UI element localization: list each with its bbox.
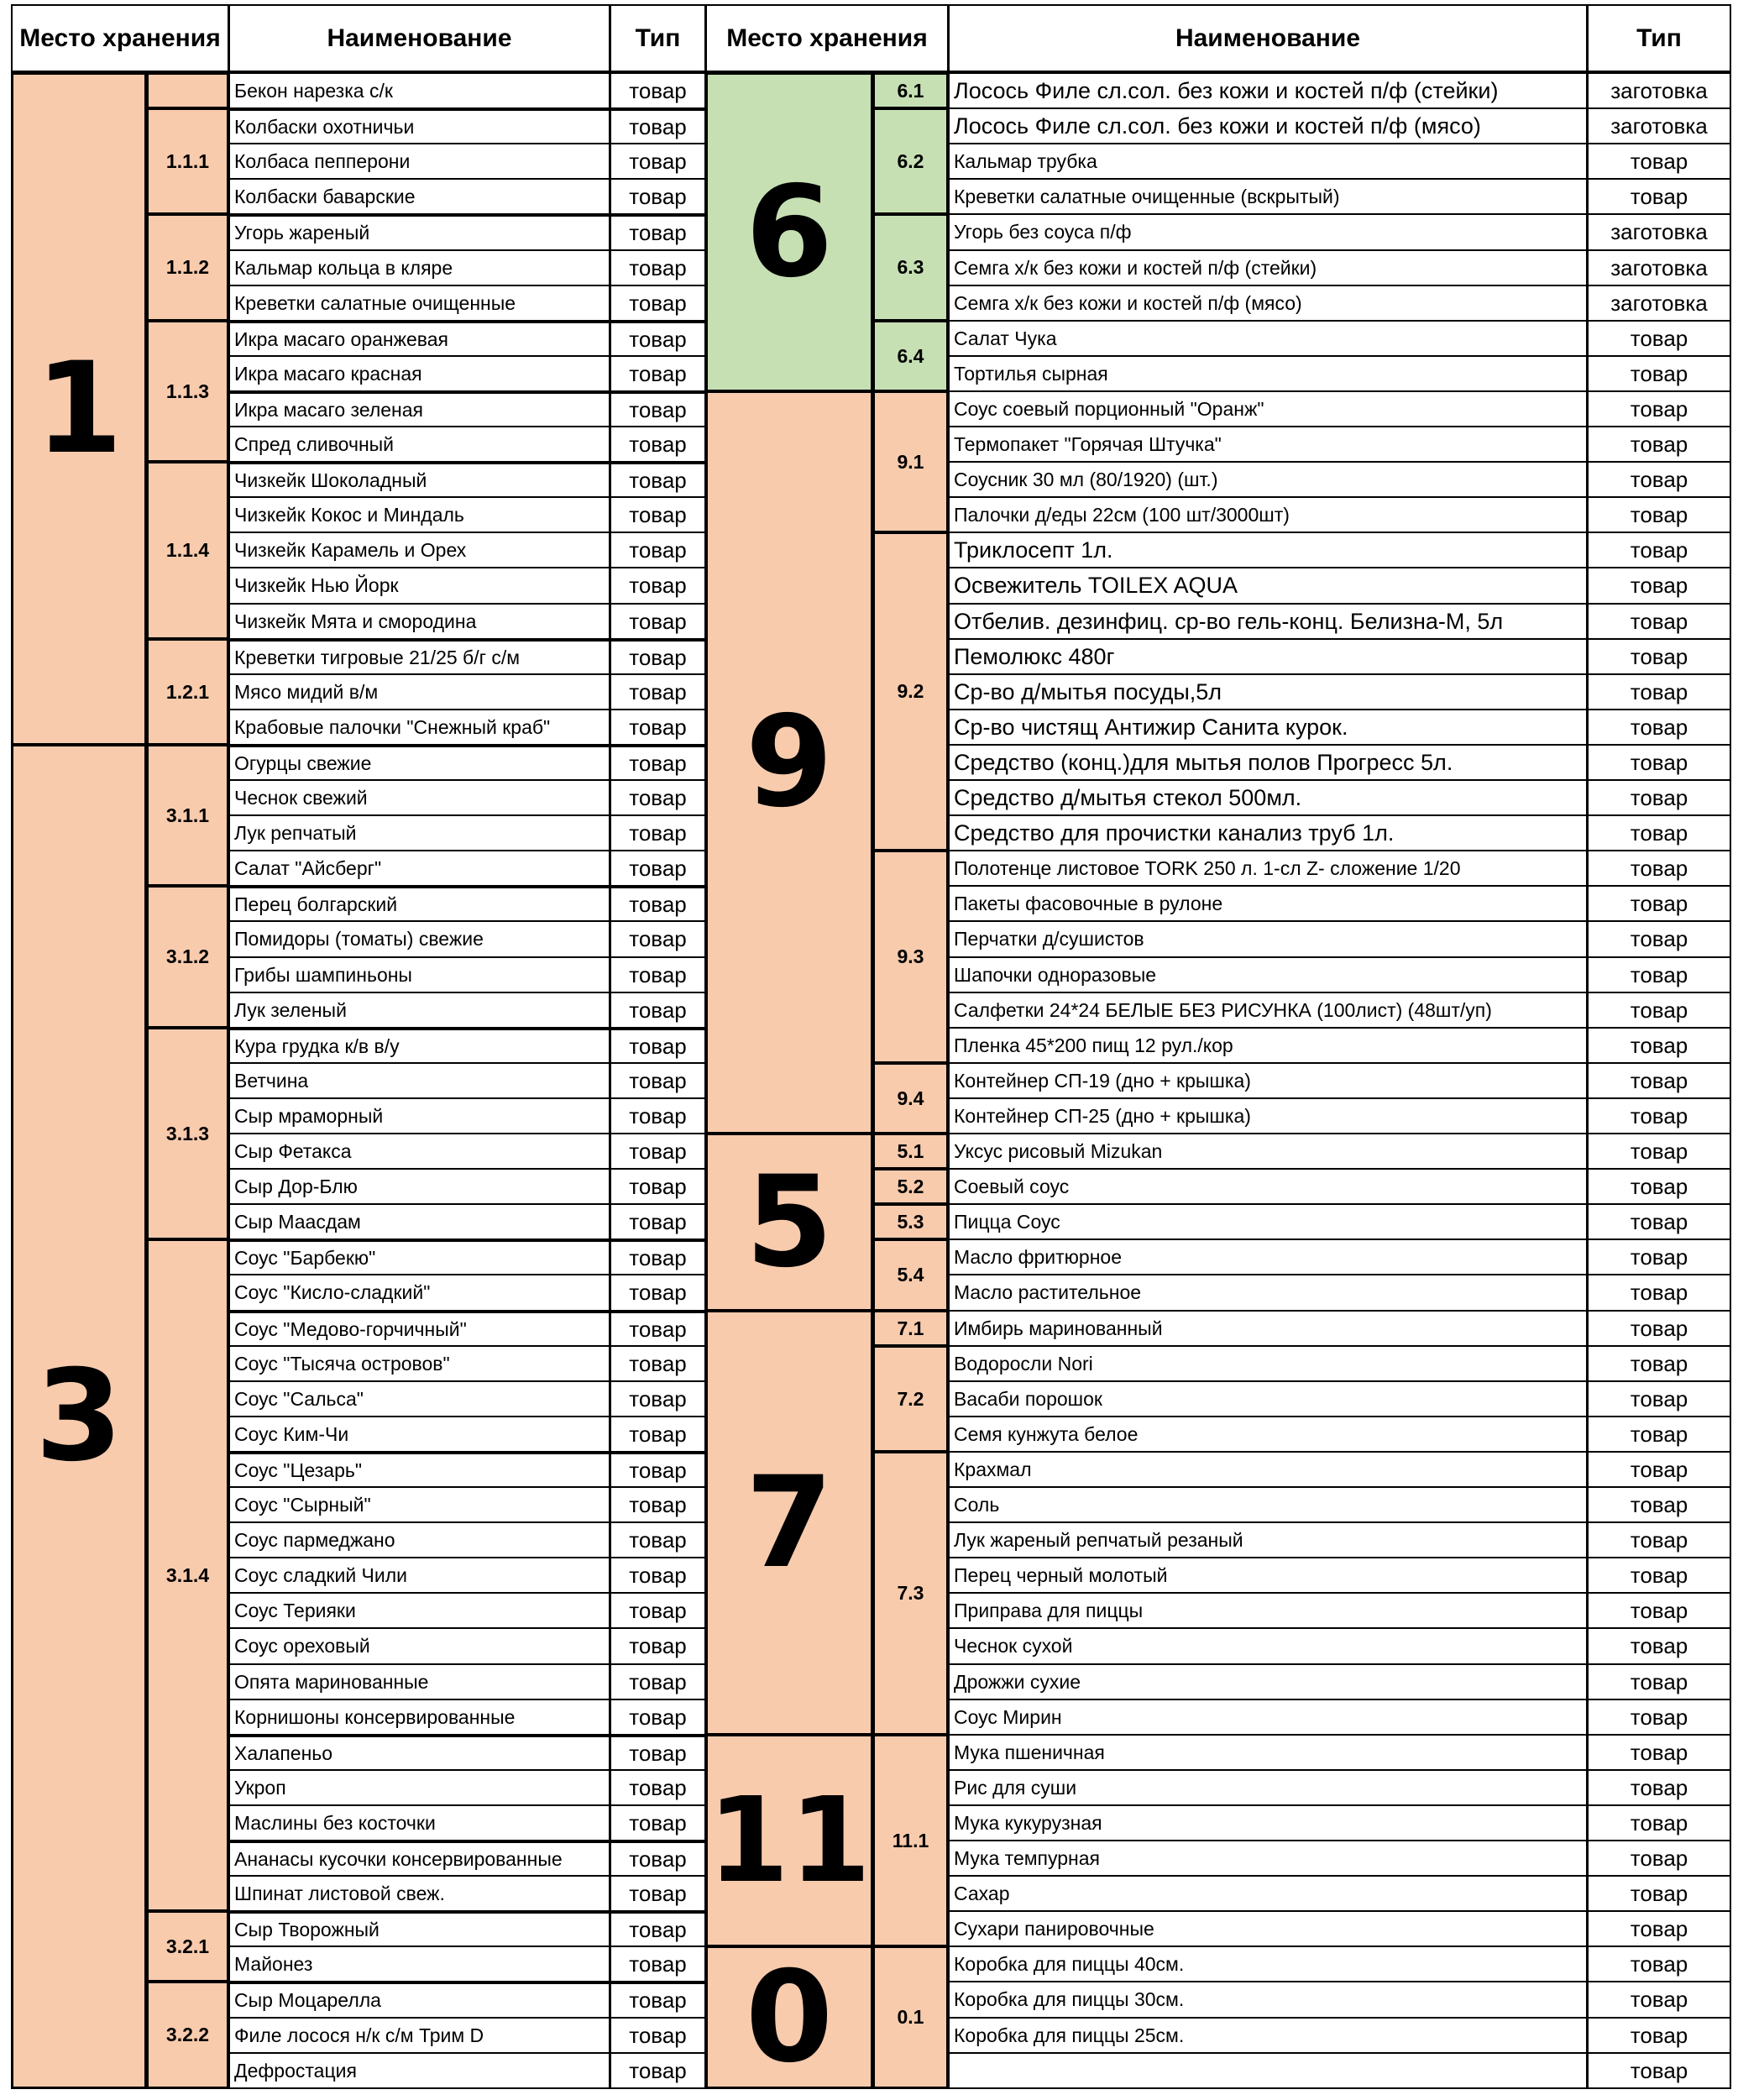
item-type: товар	[610, 426, 706, 463]
item-type: товар	[1587, 1274, 1731, 1312]
zone-left-3: 3	[11, 744, 147, 2089]
item-name: Соус Терияки	[228, 1592, 610, 1629]
item-type: товар	[610, 885, 706, 922]
item-type: товар	[1587, 532, 1731, 568]
item-type: товар	[610, 390, 706, 427]
item-type: товар	[610, 814, 706, 851]
item-type: заготовка	[1587, 249, 1731, 286]
header-name-right: Наименование	[948, 4, 1588, 72]
item-name: Соус "Кисло-сладкий"	[228, 1274, 610, 1312]
item-type: товар	[610, 744, 706, 781]
item-type: товар	[610, 1557, 706, 1594]
subzone-left-3.1.4: 3.1.4	[146, 1239, 229, 1912]
item-type: товар	[1587, 779, 1731, 816]
item-name: Соус Мирин	[948, 1699, 1588, 1736]
item-name: Креветки салатные очищенные	[228, 285, 610, 322]
subzone-right-7.1: 7.1	[872, 1310, 949, 1347]
item-name: Лосось Филе сл.сол. без кожи и костей п/ф (стейки)	[948, 72, 1588, 109]
item-name: Тортилья сырная	[948, 355, 1588, 392]
subzone-left-1.1.4: 1.1.4	[146, 461, 229, 640]
item-name: Икра масаго зеленая	[228, 390, 610, 427]
item-name: Масло растительное	[948, 1274, 1588, 1312]
item-type: товар	[1587, 143, 1731, 180]
item-type: товар	[610, 992, 706, 1029]
item-name: Пицца Соус	[948, 1203, 1588, 1240]
item-name: Икра масаго оранжевая	[228, 320, 610, 357]
item-type: товар	[1587, 2017, 1731, 2054]
item-type: товар	[610, 1627, 706, 1665]
item-name: Чеснок сухой	[948, 1627, 1588, 1665]
item-type: товар	[1587, 461, 1731, 498]
subzone-right-7.3: 7.3	[872, 1451, 949, 1736]
item-type: товар	[1587, 709, 1731, 746]
item-type: товар	[610, 1663, 706, 1700]
item-type: товар	[610, 1380, 706, 1417]
subzone-right-6.1: 6.1	[872, 72, 949, 109]
item-name: Соль	[948, 1486, 1588, 1523]
item-type: товар	[610, 1946, 706, 1982]
item-name: Термопакет "Горячая Штучка"	[948, 426, 1588, 463]
item-name: Соус "Медово-горчичный"	[228, 1310, 610, 1347]
item-name: Полотенце листовое TORK 250 л. 1-сл Z- сложение 1/20	[948, 850, 1588, 887]
item-name: Триклосепт 1л.	[948, 532, 1588, 568]
item-type: товар	[610, 1027, 706, 1064]
item-name: Соевый соус	[948, 1168, 1588, 1205]
subzone-right-5.2: 5.2	[872, 1168, 949, 1205]
item-type: товар	[1587, 1062, 1731, 1099]
item-name: Соус Ким-Чи	[228, 1416, 610, 1453]
item-name: Мясо мидий в/м	[228, 673, 610, 710]
item-name: Лосось Филе сл.сол. без кожи и костей п/ф (мясо)	[948, 107, 1588, 144]
item-type: товар	[610, 2017, 706, 2054]
item-type: товар	[1587, 814, 1731, 851]
header-type-left: Тип	[610, 4, 706, 72]
subzone-left-1.1.1: 1.1.1	[146, 107, 229, 215]
item-type: товар	[1587, 1380, 1731, 1417]
item-type: товар	[610, 1910, 706, 1947]
item-type: товар	[610, 2052, 706, 2089]
subzone-left-1.1.3: 1.1.3	[146, 320, 229, 463]
item-name: Васаби порошок	[948, 1380, 1588, 1417]
item-name: Салат Чука	[948, 320, 1588, 357]
subzone-right-9.2: 9.2	[872, 532, 949, 851]
item-name: Пакеты фасовочные в рулоне	[948, 885, 1588, 922]
item-name: Средство (конц.)для мытья полов Прогресс 5л.	[948, 744, 1588, 781]
subzone-left-3.2.1: 3.2.1	[146, 1910, 229, 1982]
item-type: товар	[1587, 1804, 1731, 1841]
item-name: Перец черный молотый	[948, 1557, 1588, 1594]
item-type: товар	[1587, 956, 1731, 993]
item-type: товар	[610, 1734, 706, 1771]
subzone-left-blank	[146, 72, 229, 109]
item-type: заготовка	[1587, 72, 1731, 109]
item-name: Крабовые палочки "Снежный краб"	[228, 709, 610, 746]
item-name: Кальмар трубка	[948, 143, 1588, 180]
item-name: Рис для суши	[948, 1769, 1588, 1806]
item-type: товар	[610, 72, 706, 109]
item-name: Масло фритюрное	[948, 1239, 1588, 1275]
item-name: Приправа для пиццы	[948, 1592, 1588, 1629]
item-type: товар	[610, 1521, 706, 1558]
subzone-left-1.2.1: 1.2.1	[146, 638, 229, 746]
item-name: Соус "Сальса"	[228, 1380, 610, 1417]
item-name: Опята маринованные	[228, 1663, 610, 1700]
item-name: Сыр Маасдам	[228, 1203, 610, 1240]
subzone-right-5.3: 5.3	[872, 1203, 949, 1240]
item-name: Семга х/к без кожи и костей п/ф (стейки)	[948, 249, 1588, 286]
subzone-right-5.4: 5.4	[872, 1239, 949, 1312]
item-name: Пленка 45*200 пищ 12 рул./кор	[948, 1027, 1588, 1064]
item-name: Икра масаго красная	[228, 355, 610, 392]
item-name: Соус "Тысяча островов"	[228, 1345, 610, 1382]
item-type: товар	[610, 1769, 706, 1806]
item-name: Пемолюкс 480г	[948, 638, 1588, 675]
item-type: товар	[1587, 426, 1731, 463]
item-name: Креветки салатные очищенные (вскрытый)	[948, 178, 1588, 215]
item-name: Сыр мраморный	[228, 1097, 610, 1134]
item-type: товар	[610, 1416, 706, 1453]
item-type: товар	[1587, 1486, 1731, 1523]
item-type: товар	[1587, 1769, 1731, 1806]
item-type: товар	[1587, 2052, 1731, 2089]
item-type: товар	[610, 1840, 706, 1877]
item-name: Перчатки д/сушистов	[948, 920, 1588, 958]
header-name-left: Наименование	[228, 4, 610, 72]
item-type: товар	[610, 1133, 706, 1170]
subzone-right-9.4: 9.4	[872, 1062, 949, 1134]
item-name: Коробка для пиццы 30см.	[948, 1981, 1588, 2019]
item-type: товар	[1587, 603, 1731, 640]
item-name: Лук репчатый	[228, 814, 610, 851]
item-type: товар	[610, 850, 706, 887]
item-name: Лук жареный репчатый резаный	[948, 1521, 1588, 1558]
item-type: товар	[1587, 1203, 1731, 1240]
item-type: товар	[610, 107, 706, 144]
item-name: Уксус рисовый Mizukan	[948, 1133, 1588, 1170]
item-name: Чизкейк Мята и смородина	[228, 603, 610, 640]
item-name: Шпинат листовой свеж.	[228, 1875, 610, 1912]
subzone-right-5.1: 5.1	[872, 1133, 949, 1170]
item-type: товар	[1587, 1875, 1731, 1912]
item-name: Ср-во д/мытья посуды,5л	[948, 673, 1588, 710]
item-name: Сыр Моцарелла	[228, 1981, 610, 2019]
item-type: товар	[610, 143, 706, 180]
item-type: товар	[610, 249, 706, 286]
item-type: товар	[1587, 1946, 1731, 1982]
item-type: товар	[610, 956, 706, 993]
subzone-left-3.2.2: 3.2.2	[146, 1981, 229, 2089]
item-type: товар	[610, 213, 706, 251]
item-type: товар	[610, 1239, 706, 1275]
item-type: товар	[1587, 1168, 1731, 1205]
zone-right-7: 7	[705, 1310, 873, 1736]
item-name: Соус соевый порционный "Оранж"	[948, 390, 1588, 427]
item-type: товар	[1587, 1910, 1731, 1947]
item-type: товар	[1587, 567, 1731, 605]
item-type: товар	[1587, 992, 1731, 1029]
item-name: Чизкейк Нью Йорк	[228, 567, 610, 605]
zone-left-1: 1	[11, 72, 147, 746]
item-type: товар	[1587, 1097, 1731, 1134]
item-name: Соус "Цезарь"	[228, 1451, 610, 1488]
item-name: Маслины без косточки	[228, 1804, 610, 1841]
item-name: Колбаски охотничьи	[228, 107, 610, 144]
item-name: Креветки тигровые 21/25 б/г с/м	[228, 638, 610, 675]
item-name: Водоросли Nori	[948, 1345, 1588, 1382]
item-type: товар	[610, 1592, 706, 1629]
item-name: Соус "Барбекю"	[228, 1239, 610, 1275]
item-name: Угорь жареный	[228, 213, 610, 251]
item-type: товар	[1587, 1310, 1731, 1347]
item-name: Помидоры (томаты) свежие	[228, 920, 610, 958]
item-type: товар	[1587, 1627, 1731, 1665]
item-name: Спред сливочный	[228, 426, 610, 463]
item-name: Крахмал	[948, 1451, 1588, 1488]
item-name: Филе лосося н/к с/м Трим D	[228, 2017, 610, 2054]
item-type: товар	[610, 1981, 706, 2019]
subzone-right-0.1: 0.1	[872, 1946, 949, 2089]
item-type: товар	[610, 320, 706, 357]
subzone-left-3.1.3: 3.1.3	[146, 1027, 229, 1240]
item-type: товар	[610, 638, 706, 675]
item-type: заготовка	[1587, 213, 1731, 251]
subzone-right-7.2: 7.2	[872, 1345, 949, 1453]
item-name: Сахар	[948, 1875, 1588, 1912]
item-type: товар	[1587, 744, 1731, 781]
item-type: товар	[1587, 850, 1731, 887]
item-type: товар	[1587, 1521, 1731, 1558]
zone-right-11: 11	[705, 1734, 873, 1947]
item-type: товар	[610, 709, 706, 746]
item-type: товар	[610, 461, 706, 498]
item-type: товар	[610, 1097, 706, 1134]
item-type: товар	[610, 673, 706, 710]
subzone-left-3.1.1: 3.1.1	[146, 744, 229, 887]
item-type: товар	[1587, 390, 1731, 427]
item-name: Коробка для пиццы 40см.	[948, 1946, 1588, 1982]
subzone-right-6.4: 6.4	[872, 320, 949, 392]
item-name	[948, 2052, 1588, 2089]
item-type: товар	[610, 1486, 706, 1523]
item-name: Сыр Творожный	[228, 1910, 610, 1947]
item-type: товар	[1587, 320, 1731, 357]
zone-right-0: 0	[705, 1946, 873, 2089]
item-name: Дефростация	[228, 2052, 610, 2089]
item-name: Дрожжи сухие	[948, 1663, 1588, 1700]
item-type: товар	[610, 285, 706, 322]
item-name: Контейнер СП-25 (дно + крышка)	[948, 1097, 1588, 1134]
item-name: Мука пшеничная	[948, 1734, 1588, 1771]
item-name: Чеснок свежий	[228, 779, 610, 816]
item-name: Ананасы кусочки консервированные	[228, 1840, 610, 1877]
item-type: товар	[610, 1310, 706, 1347]
header-type-right: Тип	[1587, 4, 1731, 72]
item-type: товар	[610, 603, 706, 640]
item-name: Имбирь маринованный	[948, 1310, 1588, 1347]
item-type: товар	[1587, 1416, 1731, 1453]
item-type: товар	[610, 1345, 706, 1382]
item-name: Чизкейк Карамель и Орех	[228, 532, 610, 568]
item-name: Сухари панировочные	[948, 1910, 1588, 1947]
item-type: товар	[610, 1274, 706, 1312]
item-name: Корнишоны консервированные	[228, 1699, 610, 1736]
item-type: товар	[1587, 1133, 1731, 1170]
item-type: товар	[610, 1804, 706, 1841]
item-type: товар	[610, 496, 706, 533]
item-name: Сыр Фетакса	[228, 1133, 610, 1170]
item-type: товар	[1587, 885, 1731, 922]
item-type: товар	[610, 355, 706, 392]
item-name: Майонез	[228, 1946, 610, 1982]
item-name: Перец болгарский	[228, 885, 610, 922]
subzone-left-3.1.2: 3.1.2	[146, 885, 229, 1029]
header-storage-place-left: Место хранения	[11, 4, 229, 72]
item-name: Салат "Айсберг"	[228, 850, 610, 887]
item-name: Сыр Дор-Блю	[228, 1168, 610, 1205]
item-type: товар	[1587, 1557, 1731, 1594]
item-name: Средство д/мытья стекол 500мл.	[948, 779, 1588, 816]
item-type: товар	[1587, 673, 1731, 710]
item-type: товар	[610, 178, 706, 215]
zone-right-6: 6	[705, 72, 873, 392]
item-type: товар	[610, 567, 706, 605]
item-name: Угорь без соуса п/ф	[948, 213, 1588, 251]
subzone-left-1.1.2: 1.1.2	[146, 213, 229, 322]
item-type: товар	[610, 1699, 706, 1736]
item-name: Ветчина	[228, 1062, 610, 1099]
item-name: Контейнер СП-19 (дно + крышка)	[948, 1062, 1588, 1099]
item-type: товар	[1587, 1592, 1731, 1629]
subzone-right-6.3: 6.3	[872, 213, 949, 322]
item-type: товар	[1587, 178, 1731, 215]
item-name: Коробка для пиццы 25см.	[948, 2017, 1588, 2054]
item-type: товар	[1587, 1840, 1731, 1877]
item-name: Отбелив. дезинфиц. ср-во гель-конц. Белизна-М, 5л	[948, 603, 1588, 640]
item-name: Кура грудка к/в в/у	[228, 1027, 610, 1064]
item-type: товар	[610, 1062, 706, 1099]
item-name: Огурцы свежие	[228, 744, 610, 781]
subzone-right-9.1: 9.1	[872, 390, 949, 533]
item-name: Соус "Сырный"	[228, 1486, 610, 1523]
item-name: Семя кунжута белое	[948, 1416, 1588, 1453]
item-name: Соус пармеджано	[228, 1521, 610, 1558]
item-type: товар	[610, 1875, 706, 1912]
item-type: товар	[1587, 1981, 1731, 2019]
item-type: товар	[1587, 1663, 1731, 1700]
item-type: товар	[1587, 1734, 1731, 1771]
item-type: товар	[1587, 1239, 1731, 1275]
item-type: товар	[1587, 1451, 1731, 1488]
item-name: Кальмар кольца в кляре	[228, 249, 610, 286]
item-name: Мука кукурузная	[948, 1804, 1588, 1841]
item-name: Соусник 30 мл (80/1920) (шт.)	[948, 461, 1588, 498]
item-name: Колбаски баварские	[228, 178, 610, 215]
item-name: Мука темпурная	[948, 1840, 1588, 1877]
item-name: Салфетки 24*24 БЕЛЫЕ БЕЗ РИСУНКА (100лист) (48шт/уп)	[948, 992, 1588, 1029]
zone-right-9: 9	[705, 390, 873, 1134]
item-type: товар	[610, 532, 706, 568]
item-type: товар	[1587, 1699, 1731, 1736]
item-name: Палочки д/еды 22см (100 шт/3000шт)	[948, 496, 1588, 533]
item-type: товар	[1587, 638, 1731, 675]
item-type: товар	[1587, 920, 1731, 958]
item-name: Соус сладкий Чили	[228, 1557, 610, 1594]
item-name: Семга х/к без кожи и костей п/ф (мясо)	[948, 285, 1588, 322]
item-name: Шапочки одноразовые	[948, 956, 1588, 993]
item-name: Ср-во чистящ Антижир Санита курок.	[948, 709, 1588, 746]
item-name: Колбаса пепперони	[228, 143, 610, 180]
header-storage-place-right: Место хранения	[705, 4, 949, 72]
subzone-right-11.1: 11.1	[872, 1734, 949, 1947]
item-type: товар	[610, 1451, 706, 1488]
item-name: Укроп	[228, 1769, 610, 1806]
item-type: товар	[610, 1168, 706, 1205]
item-type: товар	[610, 920, 706, 958]
item-name: Лук зеленый	[228, 992, 610, 1029]
item-name: Чизкейк Кокос и Миндаль	[228, 496, 610, 533]
item-type: товар	[1587, 355, 1731, 392]
item-name: Соус ореховый	[228, 1627, 610, 1665]
item-type: товар	[610, 1203, 706, 1240]
item-type: товар	[610, 779, 706, 816]
item-type: заготовка	[1587, 285, 1731, 322]
item-name: Средство для прочистки канализ труб 1л.	[948, 814, 1588, 851]
item-type: заготовка	[1587, 107, 1731, 144]
item-name: Освежитель TOILEX AQUA	[948, 567, 1588, 605]
item-name: Халапеньо	[228, 1734, 610, 1771]
subzone-right-9.3: 9.3	[872, 850, 949, 1064]
subzone-right-6.2: 6.2	[872, 107, 949, 215]
item-name: Грибы шампиньоны	[228, 956, 610, 993]
item-name: Бекон нарезка с/к	[228, 72, 610, 109]
item-type: товар	[1587, 496, 1731, 533]
item-type: товар	[1587, 1027, 1731, 1064]
item-type: товар	[1587, 1345, 1731, 1382]
item-name: Чизкейк Шоколадный	[228, 461, 610, 498]
zone-right-5: 5	[705, 1133, 873, 1312]
